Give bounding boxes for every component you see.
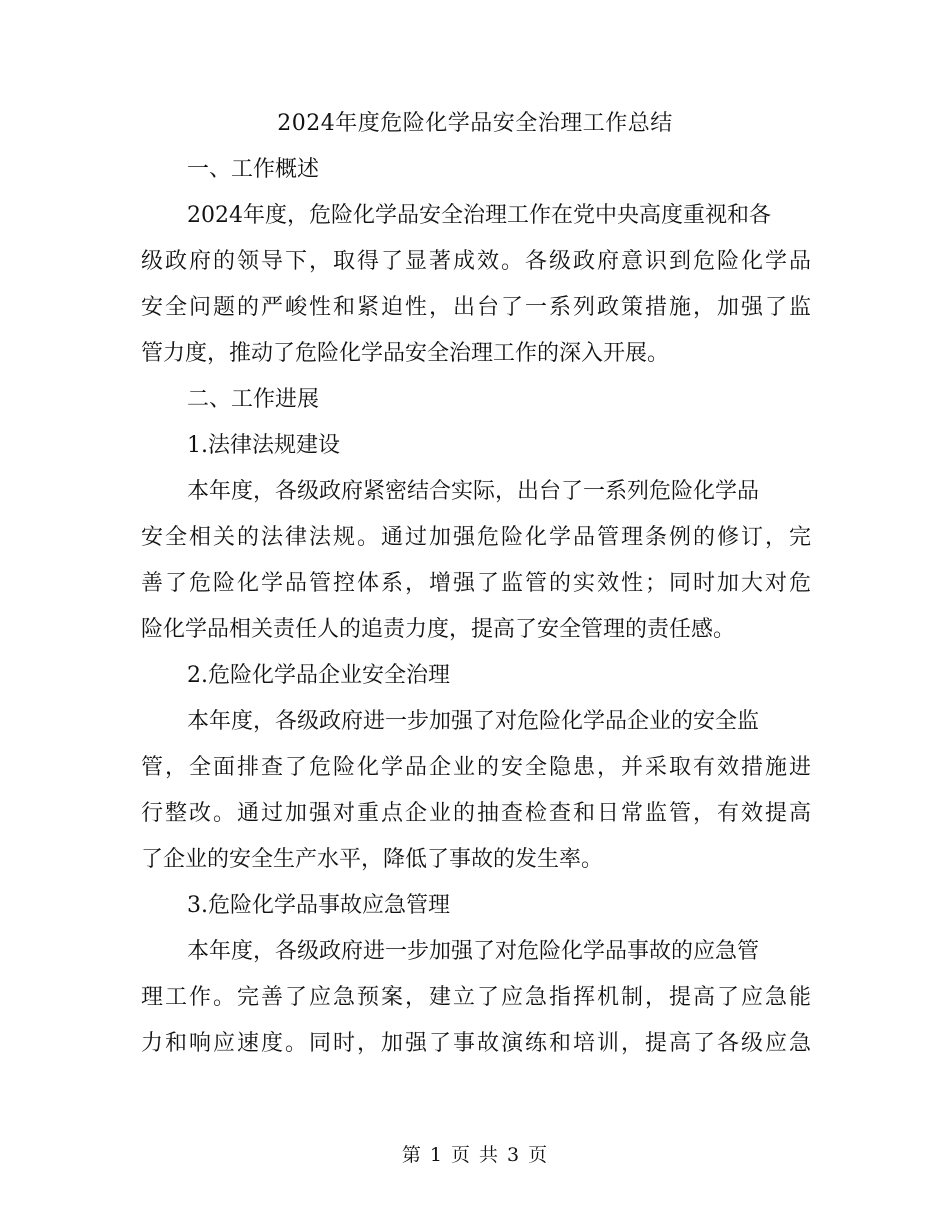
paragraph-line: 善了危险化学品管控体系，增强了监管的实效性；同时加大对危	[141, 571, 811, 596]
paragraph-line: 了企业的安全生产水平，降低了事故的发生率。	[141, 847, 604, 872]
subsection-heading-laws: 1.法律法规建设	[187, 433, 340, 458]
paragraph-line: 力和响应速度。同时，加强了事故演练和培训，提高了各级应急	[141, 1031, 811, 1056]
paragraph-line: 安全相关的法律法规。通过加强危险化学品管理条例的修订，完	[141, 525, 811, 550]
footer-total-pages: 3	[507, 1144, 521, 1166]
footer-total-label: 共	[479, 1144, 500, 1166]
paragraph-line: 管力度，推动了危险化学品安全治理工作的深入开展。	[141, 341, 670, 366]
document-title: 2024年度危险化学品安全治理工作总结	[277, 111, 673, 136]
page-footer	[0, 1140, 950, 1170]
footer-suffix: 页	[528, 1144, 549, 1166]
subsection-heading-enterprise: 2.危险化学品企业安全治理	[187, 663, 450, 688]
paragraph-line: 级政府的领导下，取得了显著成效。各级政府意识到危险化学品	[141, 249, 811, 274]
footer-page-label: 页	[450, 1144, 471, 1166]
section-heading-progress: 二、工作进展	[187, 387, 320, 412]
footer-prefix: 第	[401, 1144, 422, 1166]
paragraph-line: 理工作。完善了应急预案，建立了应急指挥机制，提高了应急能	[141, 985, 811, 1010]
paragraph-line: 管，全面排查了危险化学品企业的安全隐患，并采取有效措施进	[141, 755, 811, 780]
section-heading-overview: 一、工作概述	[187, 157, 320, 182]
paragraph-line: 2024年度，危险化学品安全治理工作在党中央高度重视和各	[187, 203, 771, 228]
subsection-heading-emergency: 3.危险化学品事故应急管理	[187, 893, 450, 918]
paragraph-line: 本年度，各级政府紧密结合实际，出台了一系列危险化学品	[187, 479, 760, 504]
paragraph-line: 安全问题的严峻性和紧迫性，出台了一系列政策措施，加强了监	[141, 295, 811, 320]
paragraph-line: 本年度，各级政府进一步加强了对危险化学品事故的应急管	[187, 939, 760, 964]
footer-current-page: 1	[429, 1144, 443, 1166]
paragraph-line: 险化学品相关责任人的追责力度，提高了安全管理的责任感。	[141, 617, 736, 642]
paragraph-line: 行整改。通过加强对重点企业的抽查检查和日常监管，有效提高	[141, 801, 811, 826]
paragraph-line: 本年度，各级政府进一步加强了对危险化学品企业的安全监	[187, 709, 760, 734]
